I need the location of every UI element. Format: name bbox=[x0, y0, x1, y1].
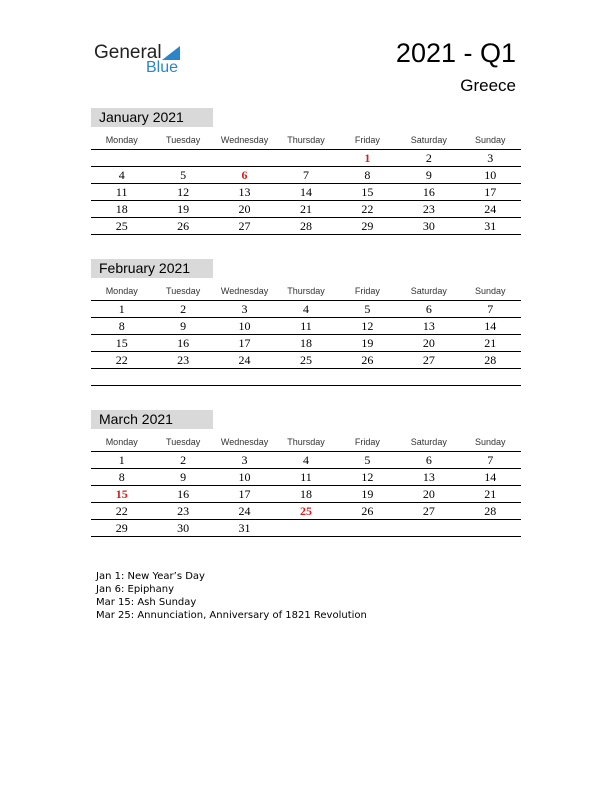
day-cell: 22 bbox=[115, 504, 128, 518]
day-cell: 27 bbox=[422, 504, 435, 518]
day-cell: 24 bbox=[238, 504, 251, 518]
week-row bbox=[91, 369, 521, 386]
weekday-label: Friday bbox=[354, 437, 380, 447]
day-cell: 16 bbox=[177, 487, 190, 501]
day-cell: 4 bbox=[302, 453, 309, 467]
month-title: March 2021 bbox=[91, 410, 213, 429]
day-cell: 9 bbox=[180, 319, 187, 333]
day-cell: 22 bbox=[361, 202, 374, 216]
day-cell: 11 bbox=[115, 185, 128, 199]
day-cell: 26 bbox=[177, 219, 190, 233]
day-cell: 28 bbox=[484, 504, 497, 518]
day-cell: 24 bbox=[238, 353, 251, 367]
day-cell: 19 bbox=[361, 487, 374, 501]
day-cell: 8 bbox=[118, 470, 125, 484]
weekday-label: Wednesday bbox=[220, 437, 269, 447]
day-cell: 13 bbox=[422, 470, 435, 484]
day-cell: 23 bbox=[177, 504, 190, 518]
generalblue-logo bbox=[94, 42, 194, 78]
day-cell: 25 bbox=[299, 353, 312, 367]
day-cell bbox=[398, 520, 459, 536]
day-cell: 19 bbox=[177, 202, 190, 216]
weekday-header-row bbox=[91, 132, 521, 150]
day-cell bbox=[460, 520, 521, 536]
day-cell: 29 bbox=[361, 219, 374, 233]
day-cell: 5 bbox=[364, 453, 371, 467]
day-cell bbox=[275, 369, 336, 385]
day-cell: 15 bbox=[361, 185, 374, 199]
week-row bbox=[91, 452, 521, 469]
day-cell: 26 bbox=[361, 353, 374, 367]
day-cell bbox=[337, 369, 398, 385]
week-row bbox=[91, 352, 521, 369]
day-cell: 20 bbox=[422, 487, 435, 501]
day-cell: 31 bbox=[484, 219, 497, 233]
day-cell: 18 bbox=[115, 202, 128, 216]
day-cell: 11 bbox=[300, 470, 312, 484]
month-february bbox=[91, 259, 521, 386]
day-cell: 14 bbox=[484, 470, 497, 484]
weekday-label: Wednesday bbox=[220, 135, 269, 145]
month-january bbox=[91, 108, 521, 235]
day-cell bbox=[214, 150, 275, 166]
day-cell bbox=[152, 150, 213, 166]
day-cell: 12 bbox=[361, 319, 374, 333]
day-cell: 3 bbox=[241, 302, 248, 316]
weekday-label: Friday bbox=[354, 135, 380, 145]
day-cell: 31 bbox=[238, 521, 251, 535]
day-cell: 21 bbox=[484, 336, 497, 350]
day-cell: 20 bbox=[422, 336, 435, 350]
day-cell: 20 bbox=[238, 202, 251, 216]
day-cell: 7 bbox=[302, 168, 309, 182]
day-cell: 27 bbox=[422, 353, 435, 367]
month-march bbox=[91, 410, 521, 537]
day-cell bbox=[91, 369, 152, 385]
holiday-note: Mar 15: Ash Sunday bbox=[96, 597, 197, 608]
page-title: 2021 - Q1 bbox=[395, 38, 516, 68]
day-cell bbox=[152, 369, 213, 385]
weekday-label: Thursday bbox=[287, 437, 325, 447]
weekday-label: Tuesday bbox=[166, 286, 201, 296]
day-cell bbox=[337, 520, 398, 536]
day-cell: 9 bbox=[180, 470, 187, 484]
day-cell: 22 bbox=[115, 353, 128, 367]
day-cell: 8 bbox=[364, 168, 371, 182]
weekday-label: Saturday bbox=[410, 286, 447, 296]
holiday-notes bbox=[96, 570, 367, 622]
day-cell: 28 bbox=[484, 353, 497, 367]
day-cell: 21 bbox=[299, 202, 312, 216]
week-row bbox=[91, 335, 521, 352]
day-cell: 24 bbox=[484, 202, 497, 216]
day-cell: 6 bbox=[425, 453, 432, 467]
day-cell: 3 bbox=[487, 151, 494, 165]
day-cell bbox=[91, 150, 152, 166]
day-cell: 13 bbox=[422, 319, 435, 333]
day-cell: 1 bbox=[364, 151, 371, 165]
day-cell: 17 bbox=[484, 185, 497, 199]
day-cell bbox=[460, 369, 521, 385]
day-cell: 21 bbox=[484, 487, 497, 501]
logo-triangle-icon bbox=[162, 46, 180, 60]
day-cell: 1 bbox=[118, 453, 125, 467]
day-cell: 5 bbox=[180, 168, 187, 182]
day-cell: 4 bbox=[302, 302, 309, 316]
day-cell: 2 bbox=[180, 302, 187, 316]
day-cell: 4 bbox=[118, 168, 125, 182]
day-cell: 7 bbox=[487, 302, 494, 316]
day-cell: 27 bbox=[238, 219, 251, 233]
week-row bbox=[91, 201, 521, 218]
week-row bbox=[91, 150, 521, 167]
week-row bbox=[91, 184, 521, 201]
day-cell: 18 bbox=[299, 336, 312, 350]
logo-text-general: General bbox=[94, 42, 162, 63]
day-cell: 13 bbox=[238, 185, 251, 199]
weekday-header-row bbox=[91, 283, 521, 301]
day-cell: 11 bbox=[300, 319, 312, 333]
day-cell: 26 bbox=[361, 504, 374, 518]
day-cell bbox=[275, 150, 336, 166]
country-label: Greece bbox=[460, 76, 516, 95]
month-title: February 2021 bbox=[91, 259, 213, 278]
holiday-note: Mar 25: Annunciation, Anniversary of 1821 Revolution bbox=[96, 610, 367, 621]
weekday-label: Sunday bbox=[474, 437, 506, 447]
week-row bbox=[91, 486, 521, 503]
day-cell: 17 bbox=[238, 336, 251, 350]
day-cell bbox=[214, 369, 275, 385]
holiday-note: Jan 6: Epiphany bbox=[96, 584, 175, 595]
week-row bbox=[91, 301, 521, 318]
day-cell: 8 bbox=[118, 319, 125, 333]
day-cell: 6 bbox=[241, 168, 248, 182]
day-cell bbox=[398, 369, 459, 385]
weekday-label: Monday bbox=[105, 135, 138, 145]
weekday-label: Sunday bbox=[474, 135, 506, 145]
day-cell: 1 bbox=[118, 302, 125, 316]
day-cell: 18 bbox=[299, 487, 312, 501]
weekday-label: Wednesday bbox=[220, 286, 269, 296]
logo-text-blue: Blue bbox=[146, 59, 179, 76]
day-cell: 12 bbox=[177, 185, 190, 199]
weekday-label: Thursday bbox=[287, 286, 325, 296]
day-cell: 10 bbox=[484, 168, 497, 182]
weekday-header-row bbox=[91, 434, 521, 452]
day-cell: 5 bbox=[364, 302, 371, 316]
day-cell bbox=[275, 520, 336, 536]
weekday-label: Monday bbox=[105, 286, 138, 296]
day-cell: 7 bbox=[487, 453, 494, 467]
day-cell: 25 bbox=[299, 504, 312, 518]
weekday-label: Sunday bbox=[474, 286, 506, 296]
day-cell: 19 bbox=[361, 336, 374, 350]
day-cell: 17 bbox=[238, 487, 251, 501]
day-cell: 2 bbox=[180, 453, 187, 467]
week-row bbox=[91, 167, 521, 184]
day-cell: 3 bbox=[241, 453, 248, 467]
day-cell: 16 bbox=[422, 185, 435, 199]
weekday-label: Tuesday bbox=[166, 437, 201, 447]
day-cell: 12 bbox=[361, 470, 374, 484]
month-title: January 2021 bbox=[91, 108, 213, 127]
day-cell: 30 bbox=[177, 521, 190, 535]
day-cell: 2 bbox=[425, 151, 432, 165]
weekday-label: Thursday bbox=[287, 135, 325, 145]
day-cell: 30 bbox=[422, 219, 435, 233]
week-row bbox=[91, 318, 521, 335]
day-cell: 14 bbox=[484, 319, 497, 333]
week-row bbox=[91, 469, 521, 486]
weekday-label: Saturday bbox=[410, 135, 447, 145]
weekday-label: Saturday bbox=[410, 437, 447, 447]
day-cell: 6 bbox=[425, 302, 432, 316]
day-cell: 15 bbox=[115, 487, 128, 501]
day-cell: 10 bbox=[238, 319, 251, 333]
day-cell: 29 bbox=[115, 521, 128, 535]
weekday-label: Monday bbox=[105, 437, 138, 447]
day-cell: 15 bbox=[115, 336, 128, 350]
day-cell: 14 bbox=[299, 185, 312, 199]
week-row bbox=[91, 218, 521, 235]
week-row bbox=[91, 520, 521, 537]
day-cell: 16 bbox=[177, 336, 190, 350]
day-cell: 28 bbox=[299, 219, 312, 233]
day-cell: 9 bbox=[425, 168, 432, 182]
week-row bbox=[91, 503, 521, 520]
day-cell: 25 bbox=[115, 219, 128, 233]
day-cell: 23 bbox=[422, 202, 435, 216]
weekday-label: Friday bbox=[354, 286, 380, 296]
weekday-label: Tuesday bbox=[166, 135, 201, 145]
day-cell: 10 bbox=[238, 470, 251, 484]
day-cell: 23 bbox=[177, 353, 190, 367]
holiday-note: Jan 1: New Year’s Day bbox=[96, 571, 205, 582]
